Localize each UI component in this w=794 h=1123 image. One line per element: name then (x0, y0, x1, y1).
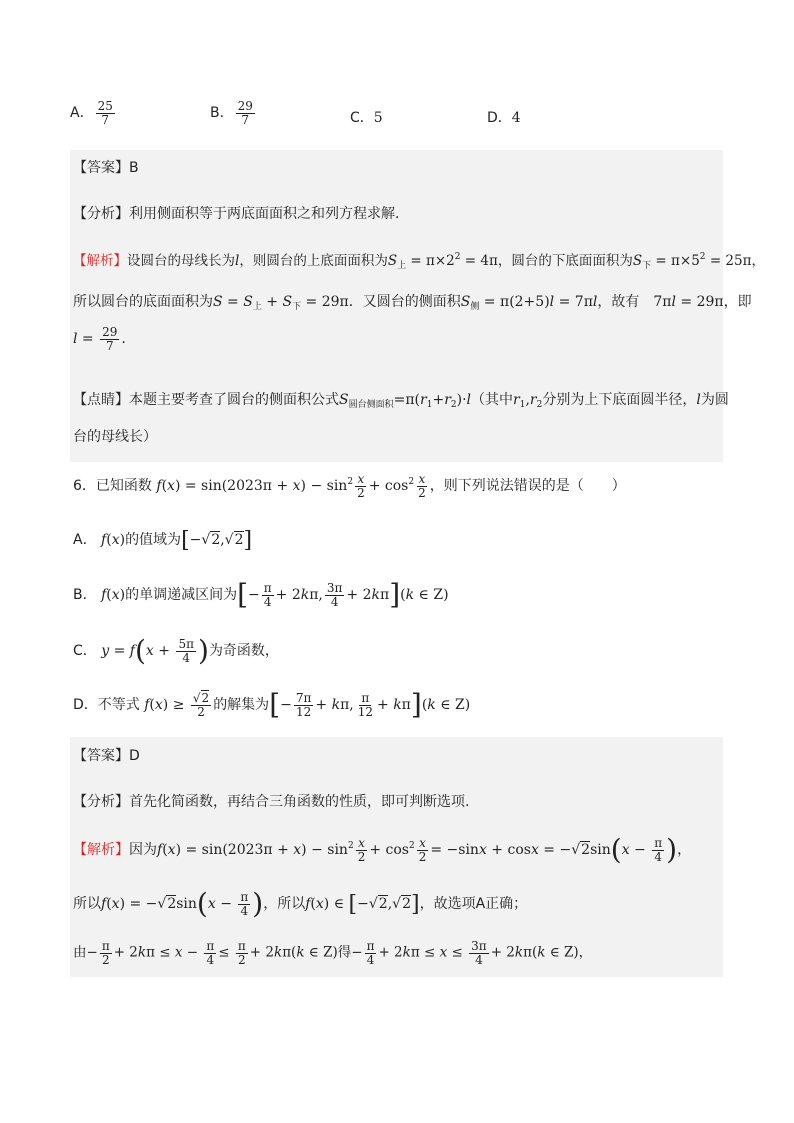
prev-option-a: A． $\frac{25}{7}$ (70, 99, 113, 127)
question-6-option-c: C． y = f(x + $\frac{5\pi}{4}$ )为奇函数， (73, 634, 279, 667)
answer-line-q6: 【答案】D (73, 748, 140, 764)
prev-option-c: C．5 (350, 110, 383, 126)
solution-line1-q5: 【解析】设圆台的母线长为l，则圆台的上底面面积为$S_上 = \pi\times 2^2 = 4\pi$，圆台的下底面面积为$S_下 = \pi\times 5^2 = 25\pi$， (73, 252, 765, 271)
solution-line3-q6: 由− $\frac{\pi}{2}$ + 2kπ ≤ x − $\frac{\pi}{4}$ ≤ $\frac{\pi}{2}$ + 2kπ(k ∈ Z)得− $\frac{\pi}{4}$ + 2kπ ≤ x ≤ $\frac{3\pi}{4}$ + 2kπ(k ∈ Z)， (73, 939, 593, 967)
analysis-line-q6: 【分析】首先化简函数，再结合三角函数的性质，即可判断选项. (73, 794, 470, 810)
prev-option-b: B． $\frac{29}{7}$ (210, 99, 253, 127)
comment-line2-q5: 台的母线长） (73, 429, 157, 445)
question-6-option-d: D．不等式 f(x) ≥ $\frac{√2}{2}$ 的解集为[− $\frac{7\pi}{12}$ + kπ, $\frac{\pi}{12}$ + kπ](k ∈ Z) (73, 688, 471, 721)
comment-line1-q5: 【点睛】本题主要考查了圆台的侧面积公式$S_{圆台侧面积}=\pi(r_1+r_2)\cdot l$（其中$r_1,r_2$分别为上下底面圆半径，l为圆 (73, 392, 729, 410)
question-6-option-a: A． f(x)的值域为[−√2,√2] (73, 528, 253, 553)
solution-line2-q5: 所以圆台的底面面积为$S = S_上 + S_下 = 29\pi$．又圆台的侧面积$S_侧 = \pi(2+5)l = 7\pi l$，故有 7πl = 29π，即 (73, 294, 752, 312)
solution-line3-q5: l = $\frac{29}{7}$ . (73, 325, 126, 353)
fraction: $\frac{29}{7}$ (237, 99, 253, 127)
question-6-stem: 6．已知函数 $f(x) = \sin(2023\pi + x) - \sin^2$ $\frac{x}{2}$ + $\cos^2$ $\frac{x}{2}$ ，则下列说法错误的是（ ） (73, 472, 626, 500)
question-6-option-b: B． f(x)的单调递减区间为[− $\frac{\pi}{4}$ + 2kπ, $\frac{3\pi}{4}$ + 2kπ](k ∈ Z) (73, 578, 449, 611)
analysis-line-q5: 【分析】利用侧面积等于两底面面积之和列方程求解． (73, 206, 409, 222)
fraction: $\frac{29}{7}$ (102, 325, 118, 353)
answer-line-q5: 【答案】B (73, 160, 139, 176)
solution-line2-q6: 所以f(x) = −√2sin(x − $\frac{\pi}{4}$ )，所以f(x) ∈ [−√2,√2]，故选项A正确； (73, 887, 528, 920)
fraction: $\frac{25}{7}$ (97, 99, 113, 127)
solution-line1-q6: 【解析】因为$f(x) = \sin(2023\pi + x) - \sin^2$ $\frac{x}{2}$ + $\cos^2$ $\frac{x}{2}$ = −sinx + cosx = −√2sin(x − $\frac{\pi}{4}$ )， (73, 833, 692, 866)
prev-option-d: D．4 (487, 110, 521, 126)
